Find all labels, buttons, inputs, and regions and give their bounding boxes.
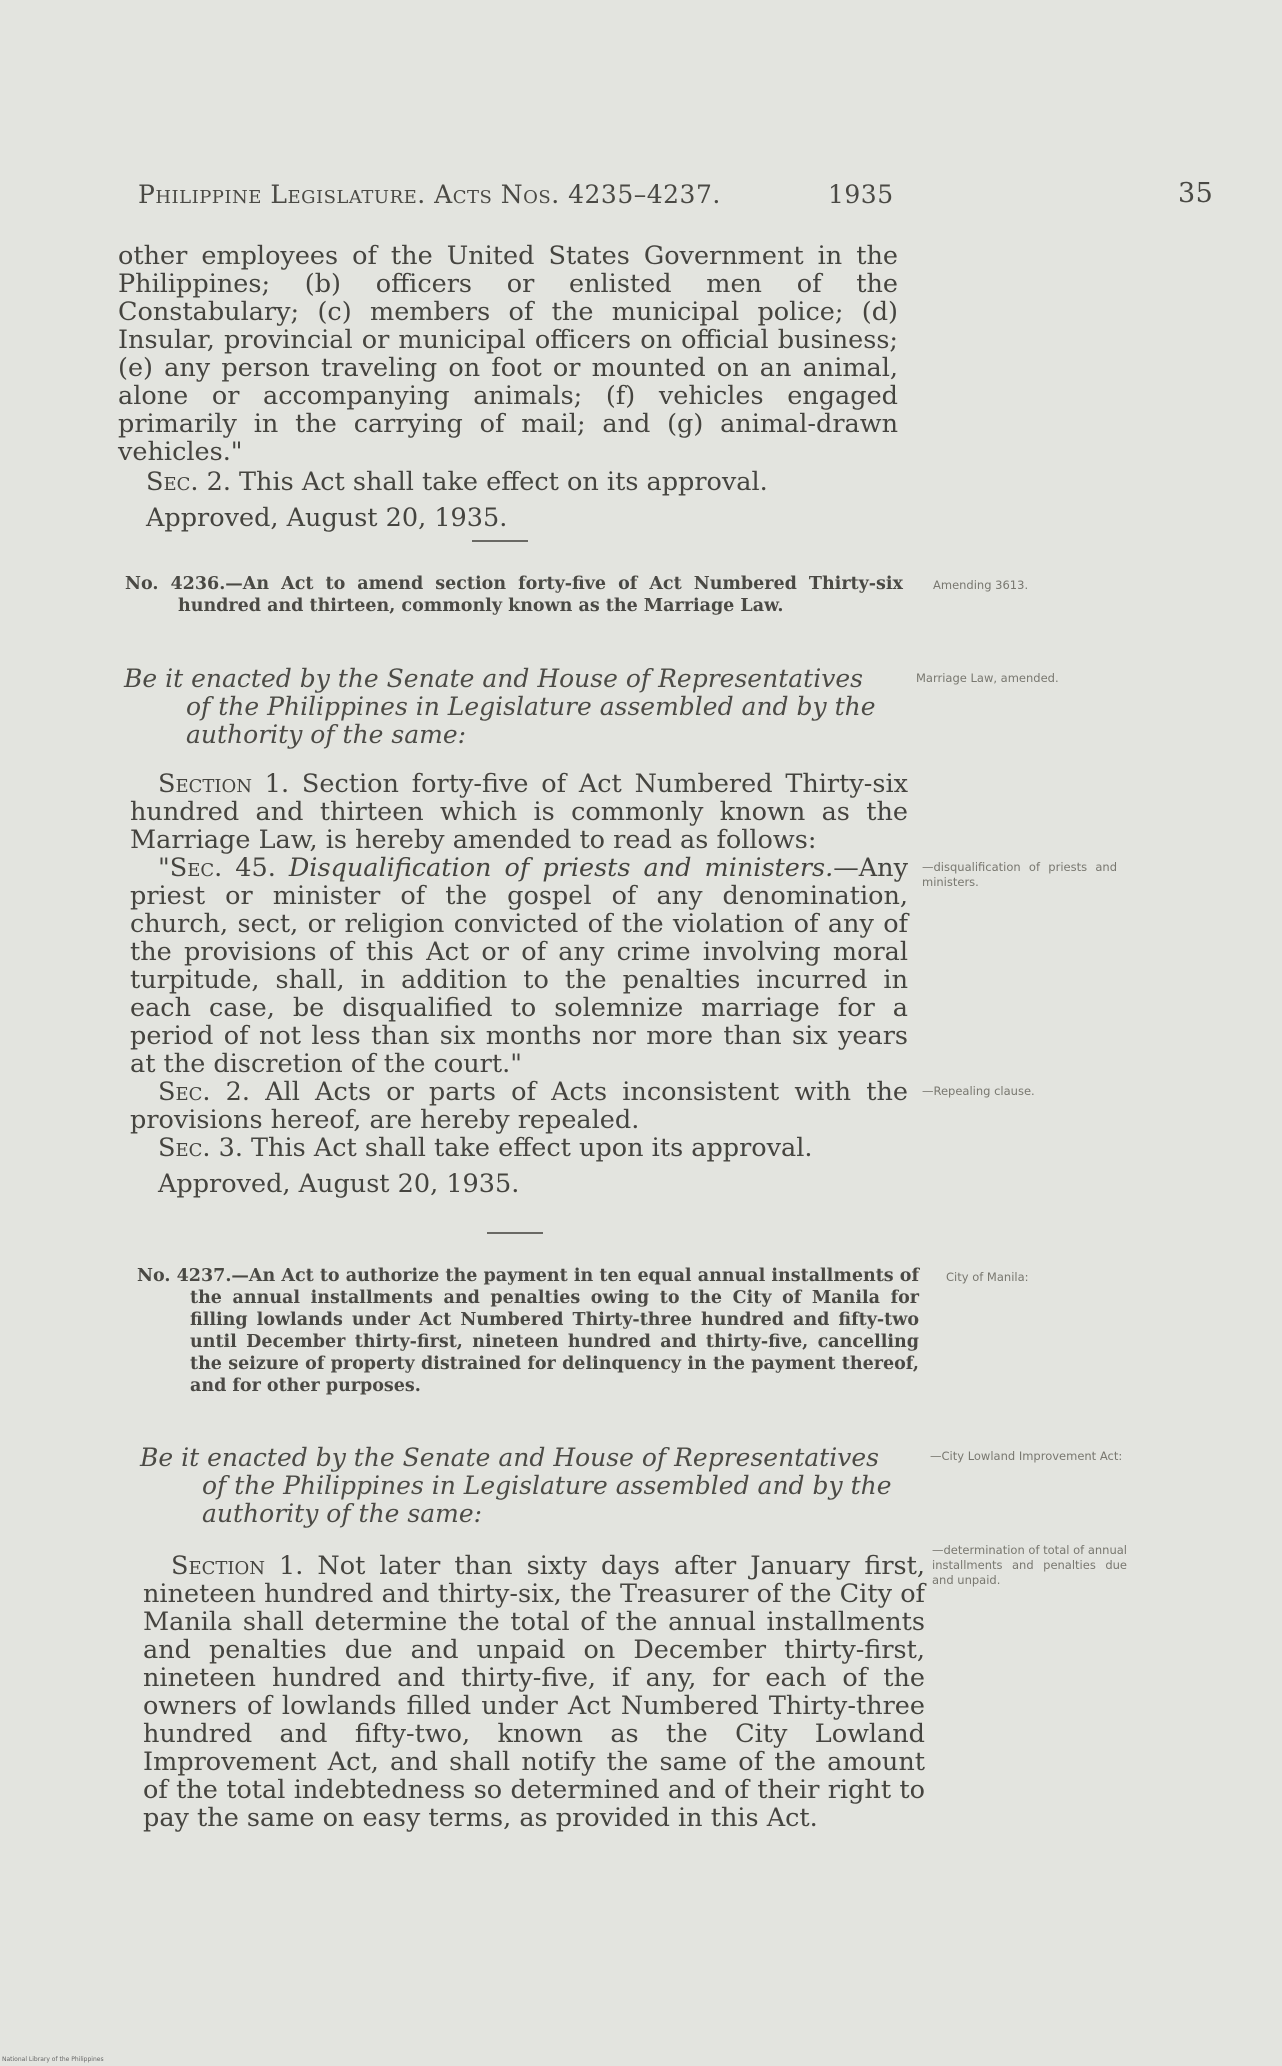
sec-text: This Act shall take effect upon its approval. [242, 1133, 813, 1163]
margin-note-disqualification: —disqualification of priests and ministers. [922, 860, 1117, 889]
act-title-text: No. 4237.—An Act to authorize the payment in ten equal annual installments of the annual installments and penalties owing to the City of Manila for filling lowlands under Act Numbered Thirty-three hundred and fifty-two until December thirty-first, nineteen hundred and thirty-five, cancelling the seizure of property distrained for delinquency in the payment thereof, and for other purposes. [137, 1266, 919, 1396]
header-year: 1935 [828, 180, 894, 209]
page-number: 35 [1178, 178, 1214, 209]
sec-label: Section 1. [171, 1551, 304, 1581]
sec-heading: Disqualification of priests and ministers. [275, 853, 834, 883]
act-title-text: No. 4236.—An Act to amend section forty-five of Act Numbered Thirty-six hundred and thirteen, commonly known as the Marriage Law. [125, 574, 903, 616]
act4236-body [130, 770, 908, 1198]
margin-note-marriage-law: Marriage Law, amended. [916, 671, 1059, 685]
sec-text: Section forty-five of Act Numbered Thirty-six hundred and thirteen which is commonly known as the Marriage Law, is hereby amended to read as follows: [130, 769, 908, 855]
sec-label: "Sec. 45. [158, 853, 276, 883]
act4237-body [143, 1552, 925, 1832]
act4236-sec3 [130, 1134, 908, 1162]
sec-text: Not later than sixty days after January first, nineteen hundred and thirty-six, the Treasurer of the City of Manila shall determine the total of the annual installments and penalties due and unpaid on December thirty-first, nineteen hundred and thirty-five, if any, for each of the owners of lowlands filled under Act Numbered Thirty-three hundred and fifty-two, known as the City Lowland Improvement Act, and shall notify the same of the amount of the total indebtedness so determined and of their right to pay the same on easy terms, as provided in this Act. [143, 1551, 925, 1833]
act4236-sec45 [130, 854, 908, 1078]
margin-note-lowland-act: —City Lowland Improvement Act: [930, 1449, 1123, 1463]
act4236-approved: Approved, August 20, 1935. [158, 1169, 520, 1199]
sec-label: Section 1. [158, 769, 290, 799]
sec-label: Sec. 2. [158, 1077, 250, 1107]
running-header [138, 180, 1218, 209]
act4235-tail-text: other employees of the United States Government in the Philippines; (b) officers or enlisted men of the Constabulary; (c) members of the municipal police; (d) Insular, provincial or municipal officers on official business; (e) any person traveling on foot or mounted on an animal, alone or accompanying animals; (f) vehicles engaged primarily in the carrying of mail; and (g) animal-drawn vehicles." [118, 241, 898, 467]
act4237-section1 [143, 1552, 925, 1832]
margin-note-determination: —determination of total of annual installments and penalties due and unpaid. [932, 1543, 1127, 1587]
running-head: Philippine Legislature. Acts Nos. 4235–4237. [138, 180, 721, 209]
margin-note-repealing: —Repealing clause. [922, 1084, 1035, 1098]
enacting-line: Be it enacted by the Senate and House of Representatives [124, 664, 863, 693]
act4235-tail [118, 242, 898, 532]
section-divider [472, 540, 528, 542]
sec-text: This Act shall take effect on its approval. [230, 467, 768, 497]
act4235-sec2 [118, 468, 898, 496]
sec-text: All Acts or parts of Acts inconsistent with the provisions hereof, are hereby repealed. [130, 1077, 908, 1135]
enacting-line: Be it enacted by the Senate and House of Representatives [140, 1443, 879, 1472]
enacting-line: authority of the same: [186, 720, 467, 749]
margin-note-amending: Amending 3613. [933, 578, 1029, 592]
act4235-approved: Approved, August 20, 1935. [146, 503, 508, 533]
margin-note-city-of-manila: City of Manila: [946, 1270, 1029, 1284]
section-divider [487, 1232, 543, 1234]
sec-label: Sec. 3. [158, 1133, 243, 1163]
act4237-title [137, 1265, 919, 1397]
act4236-sec2 [130, 1078, 908, 1134]
act4236-title [125, 573, 903, 617]
enacting-line: of the Philippines in Legislature assembled and by the [186, 692, 876, 721]
act4237-enacting-clause [140, 1444, 940, 1528]
sec-text: —Any priest or minister of the gospel of any denomination, church, sect, or religion convicted of the violation of any of the provisions of this Act or of any crime involving moral turpitude, shall, in addition to the penalties incurred in each case, be disqualified to solemnize marriage for a period of not less than six months nor more than six years at the discretion of the court." [130, 853, 908, 1079]
enacting-line: authority of the same: [202, 1499, 483, 1528]
sec-label: Sec. 2. [146, 467, 231, 497]
source-mark: National Library of the Philippines [2, 2056, 104, 2063]
act4236-enacting-clause [124, 665, 924, 749]
act4236-section1 [130, 770, 908, 854]
enacting-line: of the Philippines in Legislature assembled and by the [202, 1471, 892, 1500]
